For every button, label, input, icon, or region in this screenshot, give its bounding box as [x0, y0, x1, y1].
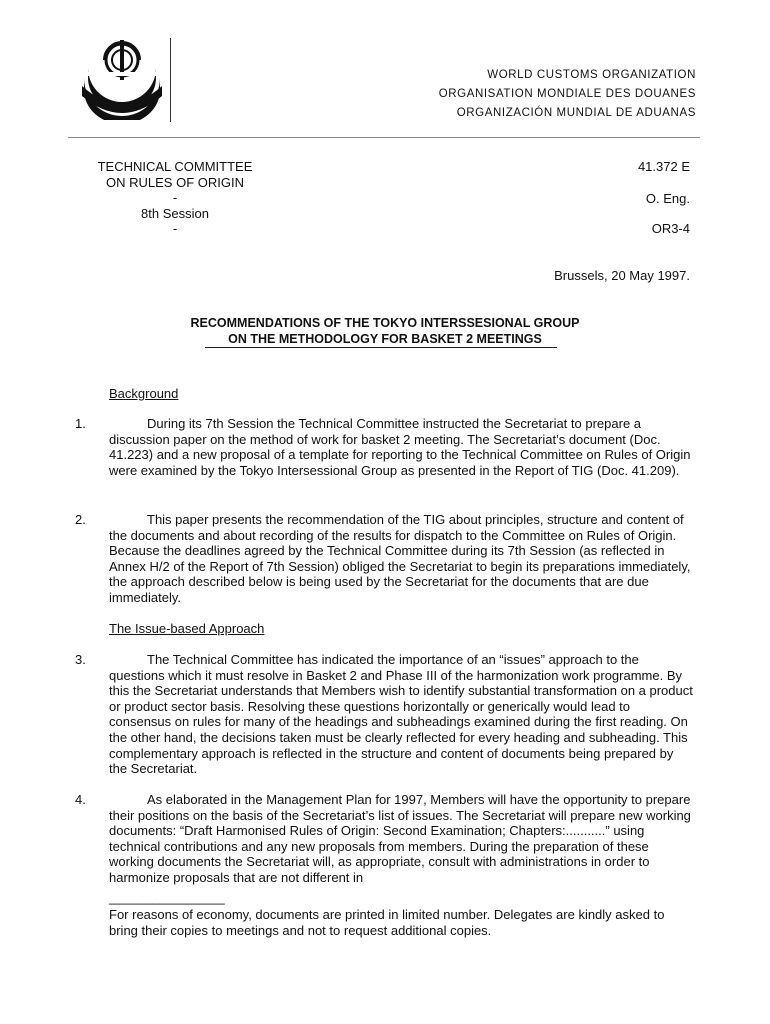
paragraph-1: During its 7th Session the Technical Committee instructed the Secretariat to prepare a discussion paper on the method of work for basket 2 meeting. The Secretariat’s document (Doc. 41.223) and a new proposal of a template for reporting to the Technical Committee on Rules of Origin were examined by the Tokyo Intersessional Group as presented in the Report of TIG (Doc. 41.209).: [109, 416, 691, 478]
header-vertical-rule: [170, 38, 171, 122]
paragraph-number: 1.: [75, 416, 86, 431]
paragraph-3: The Technical Committee has indicated the importance of an “issues” approach to the questions which it must resolve in Basket 2 and Phase III of the harmonization work programme. By this the Secretariat understands that Members wish to identify substantial transformation on a product or product sector basis. Resolving these questions horizontally or generically would lead to consensus on rules for many of the headings and subheadings examined during the first reading. On the other hand, the decisions taken must be clearly reflected for every heading and subheading. This complementary approach is reflected in the structure and content of documents being prepared by the Secretariat.: [109, 652, 693, 777]
doc-title-line2: ON THE METHODOLOGY FOR BASKET 2 MEETINGS: [228, 331, 542, 346]
committee-sep2: -: [172, 221, 178, 236]
section-heading-issue-based: The Issue-based Approach: [109, 621, 265, 636]
paragraph-2: This paper presents the recommendation of the TIG about principles, structure and content of the documents and about recording of the results for dispatch to the Committee on Rules of Origin. Because the deadlines agreed by the Technical Committee during its 7th Session (as reflected in Annex H/2 of the Report of 7th Session) obliged the Secretariat to begin its preparations immediately, the approach described below is being used by the Secretariat for the documents that are due immediately.: [109, 512, 691, 605]
header-divider: [68, 137, 700, 138]
committee-block: [75, 159, 275, 237]
paragraph-number: 4.: [75, 792, 86, 807]
doc-title: [80, 316, 690, 347]
paragraph-number: 3.: [75, 652, 86, 667]
doc-date: Brussels, 20 May 1997.: [554, 268, 690, 283]
title-underline: [205, 347, 557, 348]
org-name-es: ORGANIZACIÓN MUNDIAL DE ADUANAS: [456, 107, 696, 119]
section-heading-background: Background: [109, 386, 179, 401]
committee-session: 8th Session: [141, 205, 209, 221]
committee-line1: TECHNICAL COMMITTEE: [97, 159, 253, 174]
committee-line2: ON RULES OF ORIGIN: [106, 174, 244, 190]
org-name-fr: ORGANISATION MONDIALE DES DOUANES: [438, 88, 696, 100]
wco-logo-icon: [78, 38, 166, 120]
paragraph-4: As elaborated in the Management Plan for 1997, Members will have the opportunity to prepare their positions on the basis of the Secretariat’s list of issues. The Secretariat will prepare new working documents: “Draft Harmonised Rules of Origin: Second Examination; Chapters:...........” using technical contributions and any new proposals from members. During the preparation of these working documents the Secretariat will, as appropriate, consult with administrations in order to harmonize proposals that are not different in: [109, 792, 691, 885]
footnote-rule: ________________: [109, 890, 225, 905]
doc-title-line1: RECOMMENDATIONS OF THE TOKYO INTERSSESIONAL GROUP: [190, 316, 580, 330]
committee-sep1: -: [172, 190, 178, 205]
org-name-en: WORLD CUSTOMS ORGANIZATION: [487, 69, 696, 81]
doc-language: O. Eng.: [645, 191, 690, 206]
paragraph-number: 2.: [75, 512, 86, 527]
doc-code: OR3-4: [651, 221, 690, 236]
footnote-text: For reasons of economy, documents are printed in limited number. Delegates are kindly asked to bring their copies to meetings and not to request additional copies.: [109, 907, 665, 938]
doc-number: 41.372 E: [637, 159, 690, 174]
